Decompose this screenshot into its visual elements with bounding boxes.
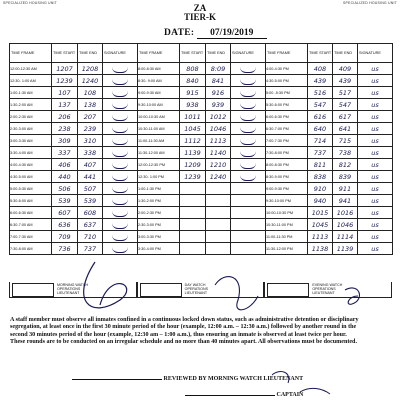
signature-box[interactable] xyxy=(12,283,54,297)
signature-cell[interactable]: us xyxy=(358,63,393,75)
initials-mark xyxy=(112,221,128,229)
signature-cell[interactable]: us xyxy=(358,123,393,135)
time-frame-cell: 9:00-9:30 AM xyxy=(138,87,180,99)
signature-cell[interactable] xyxy=(103,171,138,183)
signature-cell[interactable] xyxy=(103,195,138,207)
time-end-cell[interactable]: 839 xyxy=(333,171,358,183)
time-start-cell[interactable]: 137 xyxy=(52,99,78,111)
time-frame-cell: 3:00-3:30 PM xyxy=(138,231,180,243)
time-start-cell[interactable]: 1113 xyxy=(308,231,333,243)
time-start-cell[interactable] xyxy=(180,195,206,207)
col-header-time-frame: TIME FRAME xyxy=(138,44,180,63)
initials-mark xyxy=(112,149,128,157)
table-row xyxy=(10,219,393,231)
time-end-cell[interactable]: 941 xyxy=(333,195,358,207)
col-header-time-start: TIME START xyxy=(308,44,333,63)
time-frame-cell: 3:30-4:00 PM xyxy=(138,243,180,255)
time-start-cell[interactable]: 1112 xyxy=(180,135,206,147)
time-end-cell[interactable]: 1140 xyxy=(206,147,231,159)
time-frame-cell: 6:00-6:30 AM xyxy=(10,207,52,219)
time-frame-cell: 9:30-10:00 AM xyxy=(138,99,180,111)
col-header-signature: SIGNATURE xyxy=(103,44,138,63)
initials-mark xyxy=(112,125,128,133)
signature-cell[interactable] xyxy=(231,219,266,231)
initials-mark xyxy=(112,89,128,97)
time-frame-cell: 1:30-2:00 AM xyxy=(10,99,52,111)
col-header-signature: SIGNATURE xyxy=(358,44,393,63)
time-end-cell[interactable]: 507 xyxy=(78,183,103,195)
time-frame-cell: 5:00 -5:30 PM xyxy=(266,87,308,99)
time-frame-cell: 1:00-1:30 AM xyxy=(10,87,52,99)
time-start-cell[interactable]: 238 xyxy=(52,123,78,135)
time-start-cell[interactable]: 440 xyxy=(52,171,78,183)
table-row xyxy=(10,243,393,255)
time-start-cell[interactable]: 737 xyxy=(308,147,333,159)
initials-mark xyxy=(112,137,128,145)
time-frame-cell: 10:30-11:00 PM xyxy=(266,219,308,231)
date-label: DATE: xyxy=(164,28,195,38)
time-end-cell[interactable]: 916 xyxy=(206,87,231,99)
signature-cell[interactable] xyxy=(103,75,138,87)
time-frame-cell: 4:00-4:30 AM xyxy=(10,159,52,171)
table-row xyxy=(10,195,393,207)
time-end-cell[interactable]: 812 xyxy=(333,159,358,171)
initials-mark xyxy=(112,113,128,121)
time-end-cell[interactable]: 207 xyxy=(78,111,103,123)
time-end-cell[interactable] xyxy=(206,183,231,195)
time-start-cell[interactable]: 1207 xyxy=(52,63,78,75)
time-end-cell[interactable]: 1139 xyxy=(333,243,358,255)
time-end-cell[interactable]: 239 xyxy=(78,123,103,135)
time-end-cell[interactable] xyxy=(206,219,231,231)
form-subtitle: TIER-K xyxy=(183,12,216,22)
col-header-time-end: TIME END xyxy=(78,44,103,63)
col-header-time-frame: TIME FRAME xyxy=(10,44,52,63)
time-frame-cell: 8:30-9:00 PM xyxy=(266,171,308,183)
initials-mark xyxy=(240,161,256,169)
time-start-cell[interactable]: 736 xyxy=(52,243,78,255)
time-end-cell[interactable]: 911 xyxy=(333,183,358,195)
time-start-cell[interactable]: 808 xyxy=(180,63,206,75)
time-frame-cell: 10:00-10:30 PM xyxy=(266,207,308,219)
time-start-cell[interactable]: 1209 xyxy=(180,159,206,171)
initials-mark xyxy=(240,89,256,97)
signature-cell[interactable] xyxy=(103,243,138,255)
time-start-cell[interactable] xyxy=(180,207,206,219)
time-frame-cell: 4:00-4:30 PM xyxy=(266,63,308,75)
initials-mark xyxy=(240,149,256,157)
initials-mark xyxy=(112,209,128,217)
signature-cell[interactable] xyxy=(103,135,138,147)
table-row xyxy=(10,63,393,75)
time-end-cell[interactable]: 517 xyxy=(333,87,358,99)
time-end-cell[interactable]: 8:09 xyxy=(206,63,231,75)
time-end-cell[interactable]: 617 xyxy=(333,111,358,123)
col-header-time-start: TIME START xyxy=(52,44,78,63)
signoff-caption: DAY WATCH OPERATIONS LIEUTENANT xyxy=(184,283,208,295)
time-start-cell[interactable]: 811 xyxy=(308,159,333,171)
signature-cell[interactable] xyxy=(103,99,138,111)
time-start-cell[interactable] xyxy=(180,183,206,195)
table-row xyxy=(10,87,393,99)
table-row xyxy=(10,207,393,219)
col-header-time-end: TIME END xyxy=(206,44,231,63)
signature-cell[interactable] xyxy=(231,171,266,183)
signature-cell[interactable] xyxy=(231,87,266,99)
time-start-cell[interactable]: 408 xyxy=(308,63,333,75)
time-end-cell[interactable]: 710 xyxy=(78,231,103,243)
initials-mark xyxy=(112,77,128,85)
time-frame-cell: 12:30- 1:00 PM xyxy=(138,171,180,183)
time-frame-cell: 8:00-8:30 PM xyxy=(266,159,308,171)
time-start-cell[interactable]: 616 xyxy=(308,111,333,123)
time-end-cell[interactable]: 407 xyxy=(78,159,103,171)
time-frame-cell: 5:30-6:00 PM xyxy=(266,99,308,111)
time-start-cell[interactable]: 938 xyxy=(180,99,206,111)
signoff-caption: EVENING WATCH OPERATIONS LIEUTENANT xyxy=(312,283,343,295)
initials-mark xyxy=(240,77,256,85)
signature-cell[interactable] xyxy=(103,87,138,99)
time-start-cell[interactable] xyxy=(180,243,206,255)
initials-mark xyxy=(240,101,256,109)
time-frame-cell: 5:30-6:00 AM xyxy=(10,195,52,207)
table-row xyxy=(10,99,393,111)
time-end-cell[interactable]: 108 xyxy=(78,87,103,99)
signature-cell[interactable] xyxy=(231,183,266,195)
reviewed-by-line xyxy=(72,376,303,382)
initials-mark xyxy=(112,197,128,205)
time-start-cell[interactable] xyxy=(180,219,206,231)
time-start-cell[interactable]: 547 xyxy=(308,99,333,111)
table-row xyxy=(10,183,393,195)
signature-cell[interactable]: us xyxy=(358,111,393,123)
signature-cell[interactable] xyxy=(231,75,266,87)
signature-cell[interactable]: us xyxy=(358,183,393,195)
time-end-cell[interactable]: 439 xyxy=(333,75,358,87)
time-start-cell[interactable]: 439 xyxy=(308,75,333,87)
signature-cell[interactable]: us xyxy=(358,207,393,219)
time-end-cell[interactable]: 1240 xyxy=(78,75,103,87)
time-frame-cell: 12:00-12:30 PM xyxy=(138,159,180,171)
reviewed-signature-line[interactable] xyxy=(72,379,162,380)
time-frame-cell: 7:00-7:30 PM xyxy=(266,135,308,147)
signature-cell[interactable] xyxy=(231,99,266,111)
signature-cell[interactable]: us xyxy=(358,99,393,111)
time-start-cell[interactable]: 1045 xyxy=(180,123,206,135)
time-start-cell[interactable]: 406 xyxy=(52,159,78,171)
time-end-cell[interactable] xyxy=(206,195,231,207)
time-start-cell[interactable]: 714 xyxy=(308,135,333,147)
time-end-cell[interactable] xyxy=(206,231,231,243)
col-header-time-frame: TIME FRAME xyxy=(266,44,308,63)
col-header-time-start: TIME START xyxy=(180,44,206,63)
time-end-cell[interactable] xyxy=(206,207,231,219)
rounds-log-table xyxy=(9,43,393,255)
signature-cell[interactable]: us xyxy=(358,219,393,231)
time-end-cell[interactable]: 1012 xyxy=(206,111,231,123)
time-frame-cell: 7:00-7:30 AM xyxy=(10,231,52,243)
time-start-cell[interactable]: 1045 xyxy=(308,219,333,231)
time-end-cell[interactable]: 1113 xyxy=(206,135,231,147)
time-end-cell[interactable]: 1208 xyxy=(78,63,103,75)
time-end-cell[interactable]: 738 xyxy=(333,147,358,159)
time-frame-cell: 2:30-3:00 PM xyxy=(138,219,180,231)
time-start-cell[interactable]: 838 xyxy=(308,171,333,183)
signature-cell[interactable] xyxy=(103,123,138,135)
time-frame-cell: 8:00-8:30 AM xyxy=(138,63,180,75)
time-end-cell[interactable]: 737 xyxy=(78,243,103,255)
time-frame-cell: 1:00-1:30 PM xyxy=(138,183,180,195)
time-frame-cell: 7:30-8:00 PM xyxy=(266,147,308,159)
corner-label-right: SPECIALIZED HOUSING UNIT xyxy=(342,1,397,5)
time-end-cell[interactable]: 641 xyxy=(333,123,358,135)
signature-cell[interactable] xyxy=(103,231,138,243)
time-frame-cell: 10:30-11:00 AM xyxy=(138,123,180,135)
signature-cell[interactable]: us xyxy=(358,135,393,147)
watch-signoff-row xyxy=(9,282,392,298)
signature-cell[interactable]: us xyxy=(358,159,393,171)
time-frame-cell: 9:30-10:00 PM xyxy=(266,195,308,207)
time-frame-cell: 12:30- 1:00 AM xyxy=(10,75,52,87)
time-start-cell[interactable]: 910 xyxy=(308,183,333,195)
time-frame-cell: 6:30-7:00 PM xyxy=(266,123,308,135)
signature-cell[interactable]: us xyxy=(358,243,393,255)
signature-cell[interactable] xyxy=(103,147,138,159)
col-header-signature: SIGNATURE xyxy=(231,44,266,63)
signature-box[interactable] xyxy=(267,283,309,297)
signature-cell[interactable] xyxy=(103,63,138,75)
signature-cell[interactable] xyxy=(103,183,138,195)
signature-cell[interactable]: us xyxy=(358,195,393,207)
signature-cell[interactable] xyxy=(231,243,266,255)
time-start-cell[interactable]: 539 xyxy=(52,195,78,207)
signature-cell[interactable] xyxy=(103,207,138,219)
signature-cell[interactable] xyxy=(103,159,138,171)
table-row xyxy=(10,147,393,159)
time-start-cell[interactable] xyxy=(180,231,206,243)
time-end-cell[interactable]: 547 xyxy=(333,99,358,111)
table-row xyxy=(10,159,393,171)
signature-cell[interactable] xyxy=(103,219,138,231)
time-end-cell[interactable]: 441 xyxy=(78,171,103,183)
signoff-evening xyxy=(264,282,392,298)
time-frame-cell: 9:00-9:30 PM xyxy=(266,183,308,195)
initials-mark xyxy=(240,125,256,133)
signature-cell[interactable] xyxy=(231,195,266,207)
time-frame-cell: 12:00-12:30 AM xyxy=(10,63,52,75)
instructions-paragraph: A staff member must observe all inmates confined in a continuous locked down status, such as administrative detention or disciplinary segregation, at least once in the first 30 minute period of the hour (example, 12:00 a.m. – 12:30 a.m.) followed by another round in the second 30 minutes period of the hour (example, 12:30 am – 1:00 a.m.), thus ensuring an inmate is observed at least twice per hour. These rounds are to be conducted on an irregular schedule and no more than 40 minutes apart. All observations must be documented. xyxy=(10,317,359,345)
captain-signature-line[interactable] xyxy=(185,395,275,396)
date-value: 07/19/2019 xyxy=(197,28,267,39)
time-end-cell[interactable]: 715 xyxy=(333,135,358,147)
time-frame-cell: 10:00-10:30 AM xyxy=(138,111,180,123)
time-frame-cell: 2:30-3:00 AM xyxy=(10,123,52,135)
time-start-cell[interactable]: 309 xyxy=(52,135,78,147)
table-row xyxy=(10,111,393,123)
time-start-cell[interactable]: 915 xyxy=(180,87,206,99)
time-frame-cell: 11:30-12:00 PM xyxy=(266,243,308,255)
time-frame-cell: 4:30-5:00 PM xyxy=(266,75,308,87)
table-row xyxy=(10,231,393,243)
time-end-cell[interactable]: 138 xyxy=(78,99,103,111)
time-start-cell[interactable]: 636 xyxy=(52,219,78,231)
initials-mark xyxy=(240,65,256,73)
signature-cell[interactable]: us xyxy=(358,75,393,87)
signature-box[interactable] xyxy=(140,283,182,297)
signature-cell[interactable] xyxy=(231,207,266,219)
table-row xyxy=(10,135,393,147)
signature-cell[interactable] xyxy=(231,111,266,123)
initials-mark xyxy=(240,137,256,145)
time-start-cell[interactable]: 107 xyxy=(52,87,78,99)
time-start-cell[interactable]: 1239 xyxy=(180,171,206,183)
time-frame-cell: 6:00-6:30 PM xyxy=(266,111,308,123)
table-row xyxy=(10,123,393,135)
initials-mark xyxy=(112,101,128,109)
time-frame-cell: 2:00-2:30 AM xyxy=(10,111,52,123)
initials-mark xyxy=(112,233,128,241)
signature-cell[interactable] xyxy=(231,147,266,159)
time-frame-cell: 11:30-12:00 AM xyxy=(138,147,180,159)
initials-mark xyxy=(112,65,128,73)
time-end-cell[interactable]: 1240 xyxy=(206,171,231,183)
time-frame-cell: 2:00-2:30 PM xyxy=(138,207,180,219)
table-row xyxy=(10,171,393,183)
table-header-row xyxy=(10,44,393,63)
signature-cell[interactable] xyxy=(231,135,266,147)
time-frame-cell: 1:30-2:00 PM xyxy=(138,195,180,207)
time-end-cell[interactable]: 1210 xyxy=(206,159,231,171)
time-end-cell[interactable]: 310 xyxy=(78,135,103,147)
time-start-cell[interactable]: 206 xyxy=(52,111,78,123)
time-end-cell[interactable]: 539 xyxy=(78,195,103,207)
initials-mark xyxy=(112,161,128,169)
time-end-cell[interactable]: 409 xyxy=(333,63,358,75)
time-end-cell[interactable]: 1114 xyxy=(333,231,358,243)
signature-cell[interactable]: us xyxy=(358,147,393,159)
initials-mark xyxy=(112,245,128,253)
time-frame-cell: 11:00-11:30 AM xyxy=(138,135,180,147)
time-frame-cell: 3:30-4:00 AM xyxy=(10,147,52,159)
time-start-cell[interactable]: 1138 xyxy=(308,243,333,255)
time-frame-cell: 11:00-11:30 PM xyxy=(266,231,308,243)
time-frame-cell: 6:30-7:00 AM xyxy=(10,219,52,231)
time-frame-cell: 7:30-8:00 AM xyxy=(10,243,52,255)
time-end-cell[interactable]: 841 xyxy=(206,75,231,87)
signoff-day xyxy=(137,282,265,298)
time-frame-cell: 3:00-3:30 AM xyxy=(10,135,52,147)
time-start-cell[interactable]: 1139 xyxy=(180,147,206,159)
initials-mark xyxy=(240,173,256,181)
time-start-cell[interactable]: 840 xyxy=(180,75,206,87)
table-row xyxy=(10,75,393,87)
signature-cell[interactable]: us xyxy=(358,171,393,183)
time-start-cell[interactable]: 516 xyxy=(308,87,333,99)
signature-cell[interactable]: us xyxy=(358,87,393,99)
date-line xyxy=(164,28,267,39)
corner-label-left: SPECIALIZED HOUSING UNIT xyxy=(3,1,58,5)
col-header-time-end: TIME END xyxy=(333,44,358,63)
time-end-cell[interactable]: 637 xyxy=(78,219,103,231)
time-frame-cell: 4:30-5:00 AM xyxy=(10,171,52,183)
time-start-cell[interactable]: 940 xyxy=(308,195,333,207)
time-end-cell[interactable]: 608 xyxy=(78,207,103,219)
time-start-cell[interactable]: 1239 xyxy=(52,75,78,87)
time-frame-cell: 5:00-5:30 AM xyxy=(10,183,52,195)
signature-cell[interactable] xyxy=(231,231,266,243)
time-frame-cell: 8:30- 9:00 AM xyxy=(138,75,180,87)
time-end-cell[interactable]: 939 xyxy=(206,99,231,111)
time-start-cell[interactable]: 640 xyxy=(308,123,333,135)
initials-mark xyxy=(240,113,256,121)
time-start-cell[interactable]: 709 xyxy=(52,231,78,243)
signature-cell[interactable]: us xyxy=(358,231,393,243)
time-end-cell[interactable]: 1016 xyxy=(333,207,358,219)
time-start-cell[interactable]: 1011 xyxy=(180,111,206,123)
captain-label: CAPTAIN xyxy=(276,392,304,398)
time-start-cell[interactable]: 1015 xyxy=(308,207,333,219)
form-title: ZA xyxy=(193,3,207,13)
signature-cell[interactable] xyxy=(103,111,138,123)
signature-cell[interactable] xyxy=(231,63,266,75)
reviewed-label: REVIEWED BY MORNING WATCH LIEUTENANT xyxy=(163,376,304,382)
time-end-cell[interactable]: 1046 xyxy=(333,219,358,231)
time-end-cell[interactable]: 338 xyxy=(78,147,103,159)
signoff-morning xyxy=(9,282,137,298)
signoff-caption: MORNING WATCH OPERATIONS LIEUTENANT xyxy=(57,283,89,295)
initials-mark xyxy=(112,185,128,193)
time-start-cell[interactable]: 607 xyxy=(52,207,78,219)
captain-line xyxy=(185,392,303,398)
signature-cell[interactable] xyxy=(231,123,266,135)
time-end-cell[interactable] xyxy=(206,243,231,255)
time-end-cell[interactable]: 1046 xyxy=(206,123,231,135)
signature-cell[interactable] xyxy=(231,159,266,171)
time-start-cell[interactable]: 506 xyxy=(52,183,78,195)
time-start-cell[interactable]: 337 xyxy=(52,147,78,159)
initials-mark xyxy=(112,173,128,181)
